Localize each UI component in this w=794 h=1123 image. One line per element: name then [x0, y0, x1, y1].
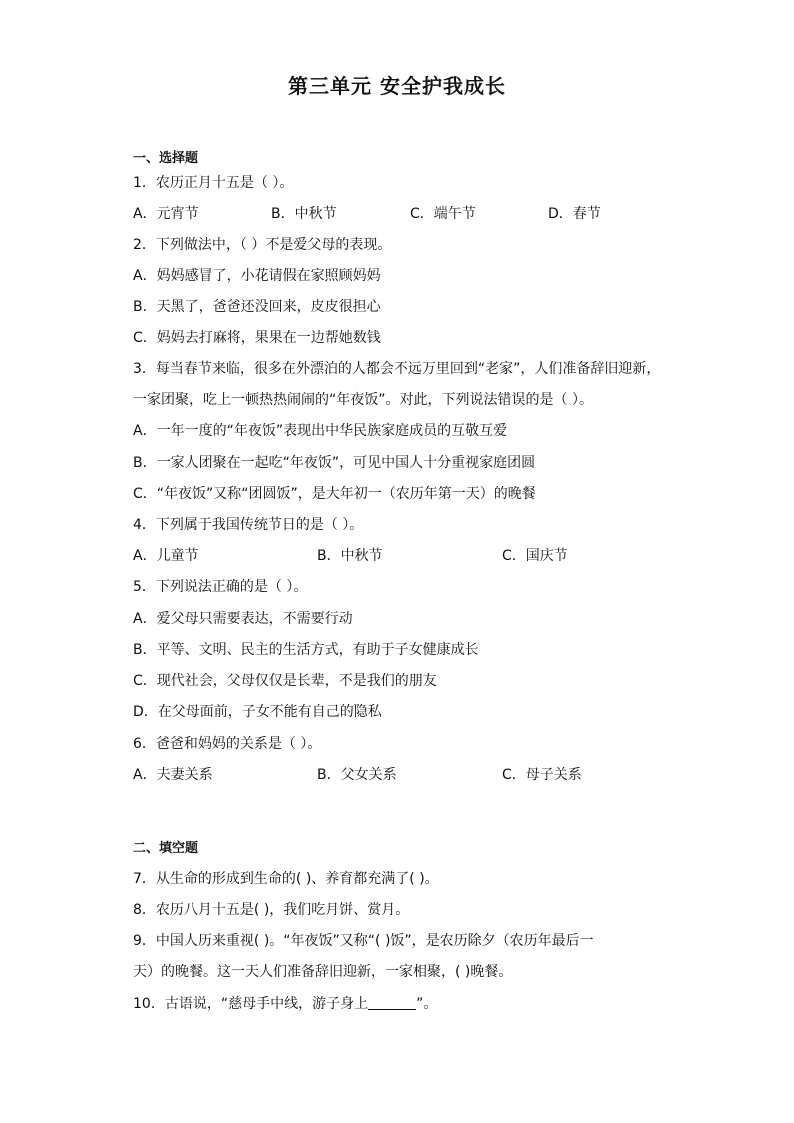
q6-option-a: A．夫妻关系 — [133, 767, 213, 783]
q4-option-a: A．儿童节 — [133, 548, 199, 564]
question-3-line-2: 一家团聚，吃上一顿热热闹闹的“年夜饭”。对此，下列说法错误的是（ ）。 — [133, 392, 593, 408]
q1-option-c: C．端午节 — [410, 206, 476, 222]
question-7: 7．从生命的形成到生命的( )、养育都充满了( )。 — [133, 871, 439, 887]
q3-option-b: B．一家人团聚在一起吃“年夜饭”，可见中国人十分重视家庭团圆 — [133, 455, 536, 471]
question-8: 8．农历八月十五是( )，我们吃月饼、赏月。 — [133, 902, 410, 918]
q3-option-c: C．“年夜饭”又称“团圆饭”，是大年初一（农历年第一天）的晚餐 — [133, 486, 536, 502]
q6-option-b: B．父女关系 — [317, 767, 397, 783]
question-6: 6．爸爸和妈妈的关系是（ ）。 — [133, 736, 322, 752]
question-9-line-1: 9．中国人历来重视( )。“年夜饭”又称“( )饭”，是农历除夕（农历年最后一 — [133, 933, 594, 949]
q3-option-a: A．一年一度的“年夜饭”表现出中华民族家庭成员的互敬互爱 — [133, 423, 508, 439]
q5-option-a: A．爱父母只需要表达，不需要行动 — [133, 611, 353, 627]
question-4: 4．下列属于我国传统节日的是（ ）。 — [133, 517, 364, 533]
q4-option-b: B．中秋节 — [317, 548, 383, 564]
q1-option-a: A．元宵节 — [133, 206, 199, 222]
q10-answer-blank — [368, 995, 416, 1010]
question-9-line-2: 天）的晚餐。这一天人们准备辞旧迎新，一家相聚，( )晚餐。 — [133, 964, 513, 980]
page-title: 第三单元 安全护我成长 — [288, 74, 506, 98]
question-10 — [133, 993, 437, 1013]
q1-option-d: D．春节 — [548, 206, 601, 222]
q1-option-b: B．中秋节 — [271, 206, 337, 222]
section-fill-heading: 二、填空题 — [133, 841, 199, 856]
question-1: 1．农历正月十五是（ ）。 — [133, 175, 294, 191]
question-2: 2．下列做法中，（ ）不是爱父母的表现。 — [133, 237, 392, 253]
q5-option-c: C．现代社会，父母仅仅是长辈，不是我们的朋友 — [133, 673, 437, 689]
q10-text-after: ”。 — [416, 996, 438, 1012]
q2-option-b: B．天黑了，爸爸还没回来，皮皮很担心 — [133, 299, 381, 315]
section-choice-heading: 一、选择题 — [133, 151, 199, 166]
question-5: 5．下列说法正确的是（ ）。 — [133, 579, 308, 595]
question-3-line-1: 3．每当春节来临，很多在外漂泊的人都会不远万里回到“老家”，人们准备辞旧迎新， — [133, 361, 661, 377]
q2-option-c: C．妈妈去打麻将，果果在一边帮她数钱 — [133, 330, 381, 346]
q6-option-c: C．母子关系 — [502, 767, 582, 783]
q5-option-d: D．在父母面前，子女不能有自己的隐私 — [133, 704, 382, 720]
q5-option-b: B．平等、文明、民主的生活方式，有助于子女健康成长 — [133, 642, 479, 658]
q10-text-before: 10．古语说，“慈母手中线，游子身上 — [133, 996, 369, 1012]
q4-option-c: C．国庆节 — [502, 548, 568, 564]
q2-option-a: A．妈妈感冒了，小花请假在家照顾妈妈 — [133, 268, 381, 284]
